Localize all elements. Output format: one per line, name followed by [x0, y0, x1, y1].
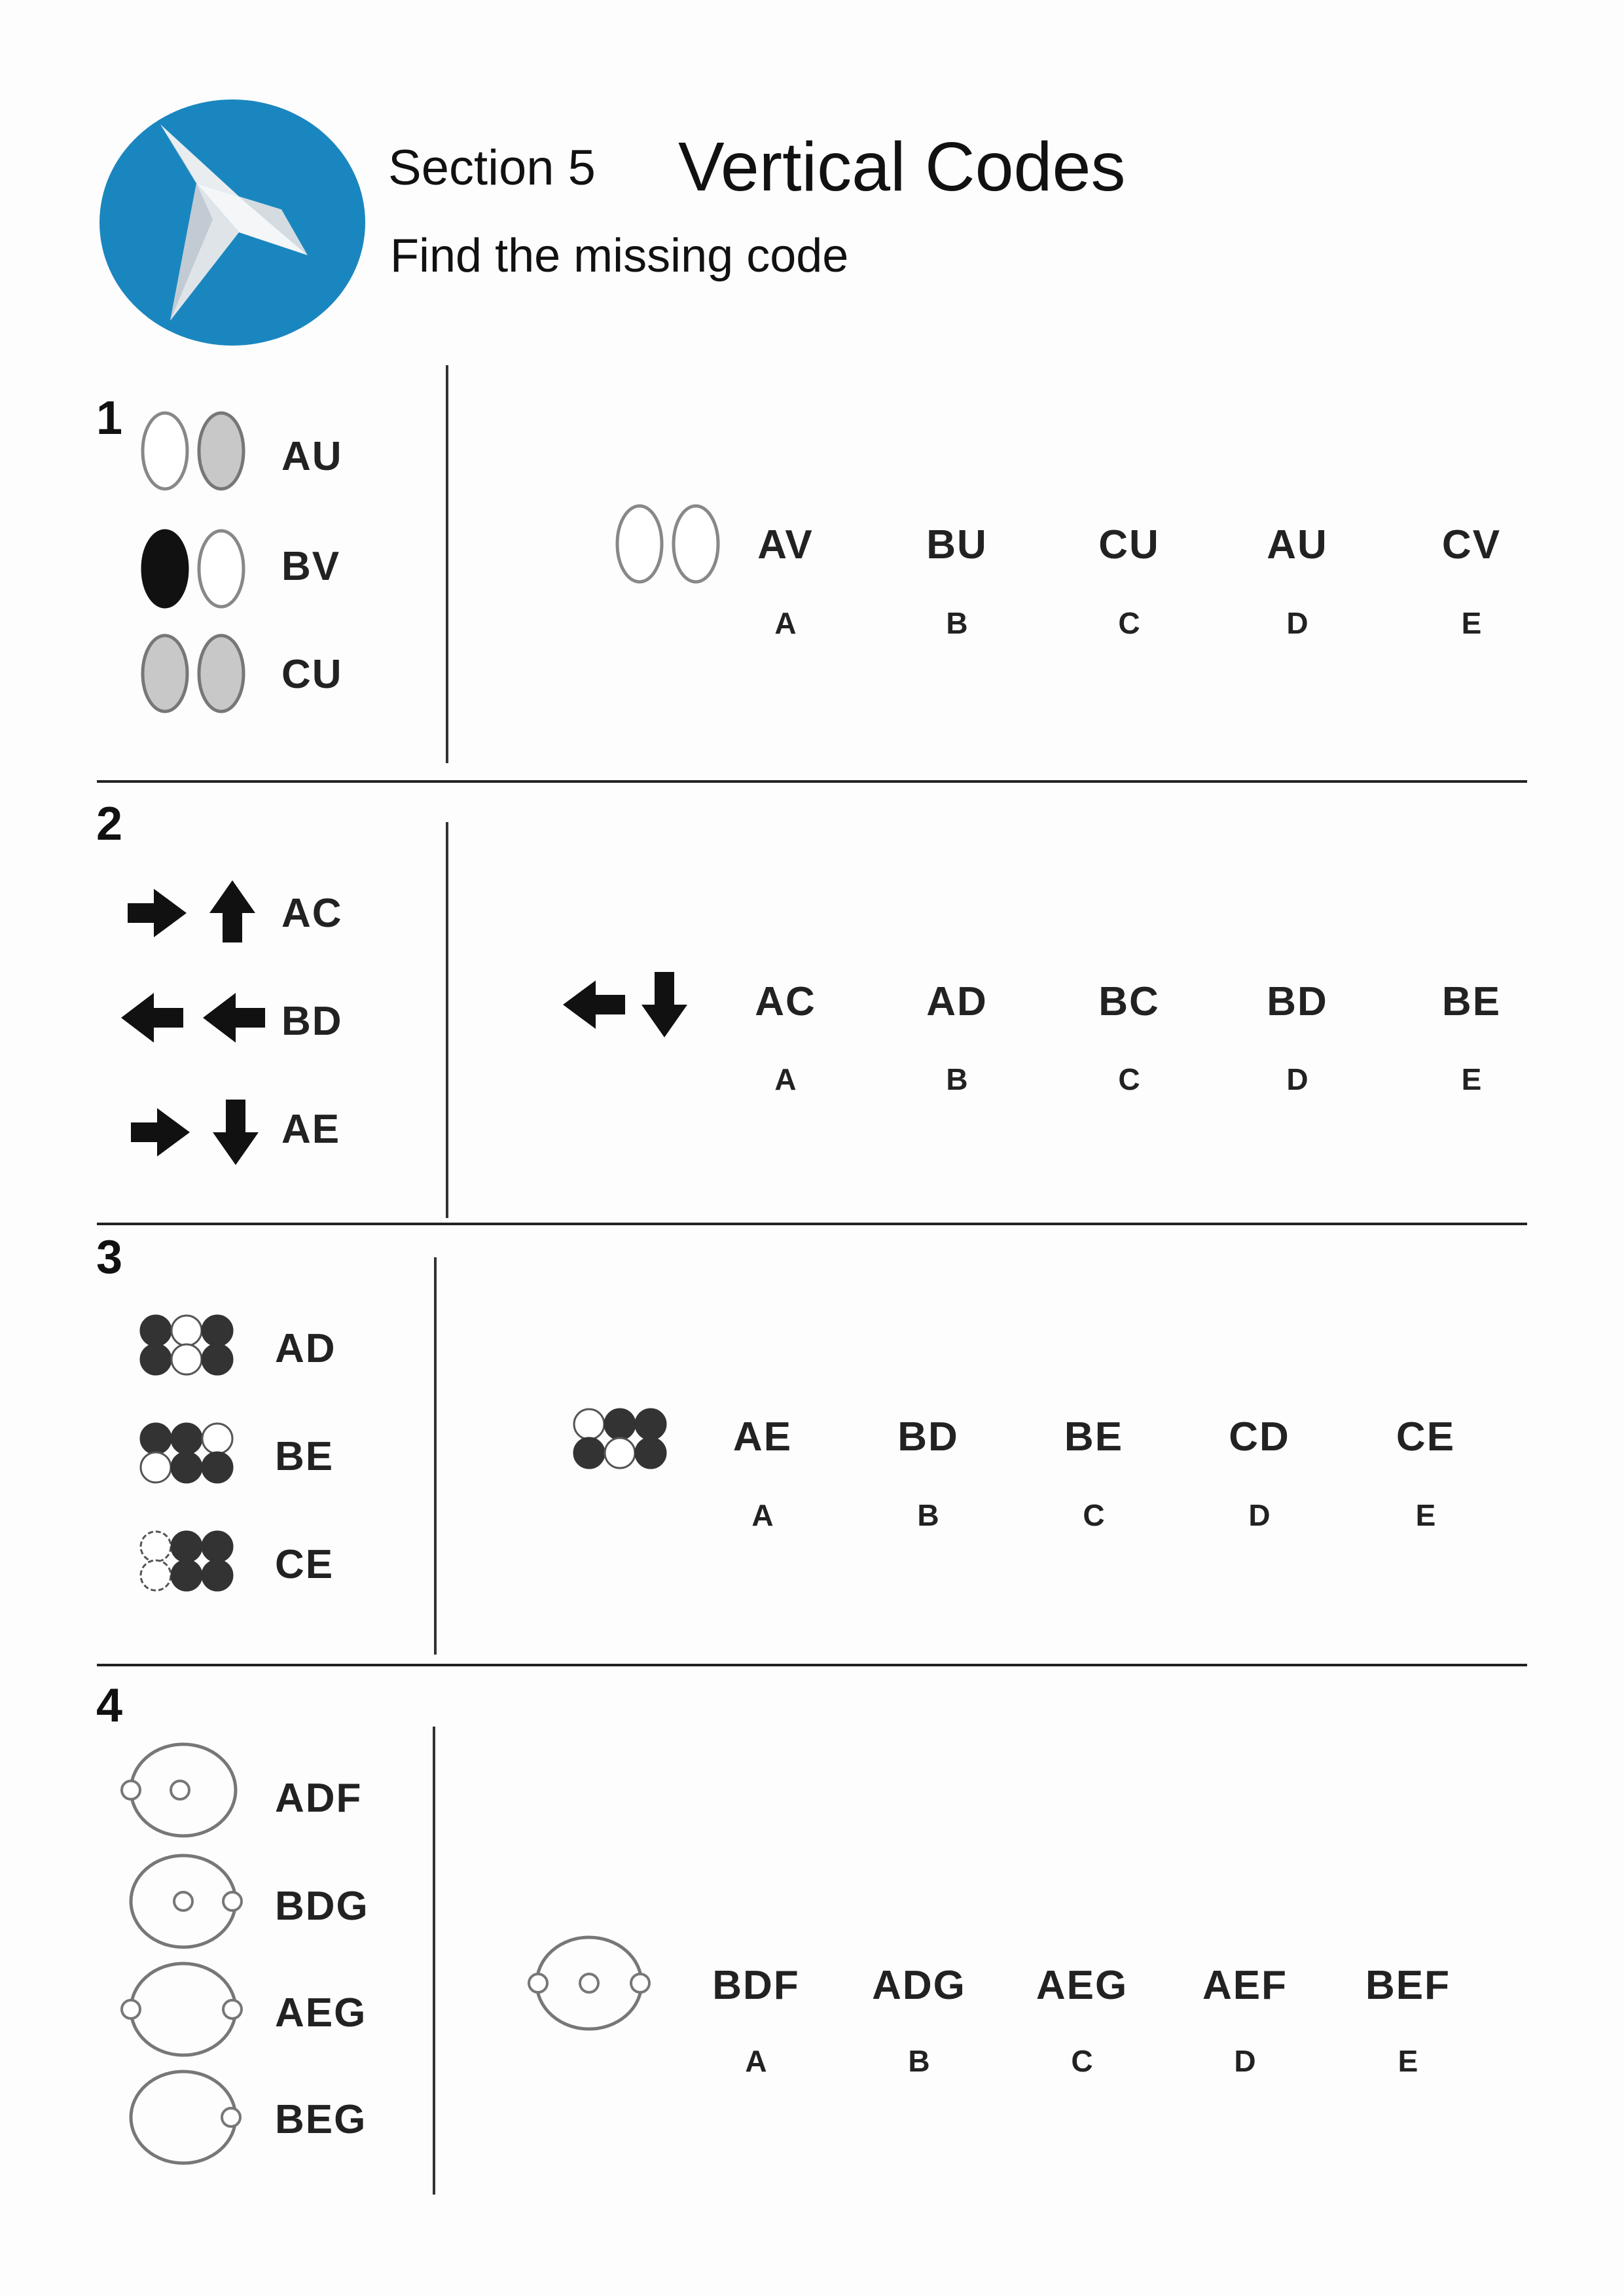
option-code[interactable]: AV: [757, 522, 814, 567]
option-letter[interactable]: A: [774, 606, 797, 640]
option-code[interactable]: CV: [1441, 522, 1502, 567]
circle-cluster-2-icon: [137, 1420, 236, 1486]
option-code[interactable]: ADG: [872, 1963, 966, 2008]
option-letter[interactable]: E: [1415, 1498, 1436, 1532]
arrow-right-arrow-up-icon: [124, 877, 268, 949]
divider: [97, 1223, 1527, 1225]
option-letter[interactable]: E: [1398, 2044, 1418, 2078]
option-code[interactable]: BD: [897, 1414, 959, 1460]
option-letter[interactable]: E: [1461, 606, 1482, 640]
example-code: CU: [281, 652, 343, 697]
divider: [97, 780, 1527, 783]
option-code[interactable]: BD: [1267, 979, 1328, 1024]
option-code[interactable]: CU: [1098, 522, 1160, 567]
circle-cluster-3-icon: [137, 1528, 236, 1594]
option-letter[interactable]: C: [1071, 2044, 1093, 2078]
option-code[interactable]: AD: [926, 979, 988, 1024]
ovals-black-white-icon: [137, 527, 249, 612]
arrow-left-arrow-left-icon: [121, 985, 272, 1050]
circle-cluster-1-icon: [137, 1312, 236, 1378]
option-letter[interactable]: A: [751, 1498, 774, 1532]
ovals-grey-grey-icon: [137, 632, 249, 717]
example-code: BE: [275, 1434, 334, 1479]
example-code: CE: [275, 1542, 334, 1587]
option-code[interactable]: CD: [1229, 1414, 1290, 1460]
ring-center-right-icon: [128, 1852, 252, 1950]
option-letter[interactable]: A: [745, 2044, 767, 2078]
option-letter[interactable]: B: [946, 606, 968, 640]
option-code[interactable]: BE: [1064, 1414, 1124, 1460]
divider: [97, 1664, 1527, 1666]
option-letter[interactable]: D: [1286, 606, 1308, 640]
column-divider: [433, 1727, 435, 2195]
option-letter[interactable]: A: [774, 1062, 797, 1096]
origami-bird-logo-icon: [98, 98, 367, 347]
column-divider: [434, 1257, 437, 1655]
option-code[interactable]: AE: [732, 1414, 793, 1460]
page-title: Vertical Codes: [678, 128, 1126, 206]
example-code: AU: [281, 434, 343, 479]
option-letter[interactable]: C: [1118, 1062, 1140, 1096]
example-code: BD: [281, 999, 343, 1044]
question-number: 3: [96, 1231, 123, 1283]
question-number: 1: [96, 392, 123, 444]
question-number: 4: [96, 1679, 123, 1732]
ring-left-center-icon: [118, 1741, 242, 1839]
option-code[interactable]: AEG: [1036, 1963, 1128, 2008]
example-code: BV: [281, 544, 341, 589]
option-code[interactable]: BC: [1098, 979, 1160, 1024]
option-code[interactable]: BDF: [712, 1963, 800, 2008]
option-letter[interactable]: C: [1118, 606, 1140, 640]
option-letter[interactable]: D: [1286, 1062, 1308, 1096]
option-code[interactable]: BEF: [1365, 1963, 1451, 2008]
example-code: AE: [281, 1107, 341, 1152]
option-letter[interactable]: B: [917, 1498, 939, 1532]
option-code[interactable]: AU: [1267, 522, 1328, 567]
example-code: BDG: [275, 1884, 369, 1929]
ring-left-right-icon: [118, 1960, 249, 2058]
section-label: Section 5: [388, 140, 596, 196]
ring-left-center-right-icon: [524, 1934, 655, 2032]
option-letter[interactable]: C: [1083, 1498, 1105, 1532]
option-code[interactable]: CE: [1396, 1414, 1456, 1460]
example-code: ADF: [275, 1776, 363, 1821]
column-divider: [446, 365, 448, 763]
example-code: AC: [281, 891, 343, 936]
option-letter[interactable]: B: [946, 1062, 968, 1096]
option-letter[interactable]: D: [1234, 2044, 1256, 2078]
option-code[interactable]: AC: [755, 979, 816, 1024]
example-code: BEG: [275, 2097, 367, 2142]
example-code: AEG: [275, 1990, 367, 2036]
arrow-right-arrow-down-icon: [128, 1096, 272, 1168]
option-code[interactable]: BE: [1441, 979, 1502, 1024]
circle-cluster-4-icon: [571, 1406, 669, 1471]
option-letter[interactable]: D: [1248, 1498, 1271, 1532]
option-letter[interactable]: B: [908, 2044, 930, 2078]
option-letter[interactable]: E: [1461, 1062, 1482, 1096]
question-number: 2: [96, 798, 123, 850]
option-code[interactable]: BU: [926, 522, 988, 567]
arrow-left-arrow-down-icon: [563, 969, 694, 1041]
ovals-white-grey-icon: [137, 409, 249, 494]
instruction-text: Find the missing code: [390, 230, 849, 282]
option-code[interactable]: AEF: [1202, 1963, 1288, 2008]
ring-right-icon: [128, 2068, 252, 2166]
column-divider: [446, 822, 448, 1218]
example-code: AD: [275, 1326, 336, 1371]
